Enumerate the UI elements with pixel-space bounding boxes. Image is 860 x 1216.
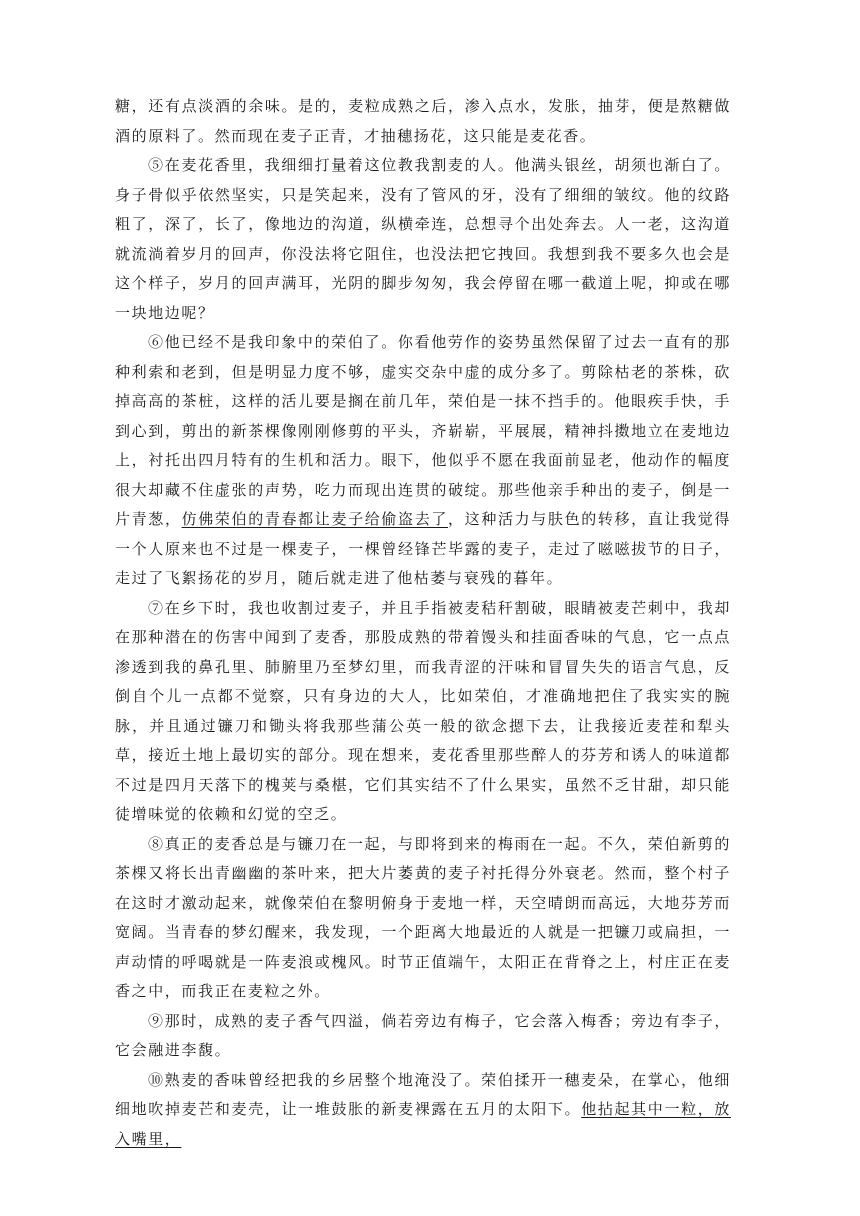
- text-segment: ⑩熟麦的香味曾经把我的乡居整个地淹没了。荣伯揉开一穗麦朵，在掌心，他细细地吹掉麦芒和麦壳，让一堆鼓胀的新麦裸露在五月的太阳下。: [115, 1070, 731, 1118]
- paragraph-9: [115, 1007, 731, 1066]
- paragraph-6: [115, 328, 731, 594]
- paragraph-8: [115, 830, 731, 1007]
- paragraph-7: [115, 594, 731, 830]
- paragraph-5: [115, 151, 731, 328]
- text-segment: ⑧真正的麦香总是与镰刀在一起，与即将到来的梅雨在一起。不久，荣伯新剪的茶棵又将长出青幽幽的茶叶来，把大片萎黄的麦子衬托得分外衰老。然而，整个村子在这时才激动起来，就像荣伯在黎明俯身于麦地一样，天空晴朗而高远，大地芬芳而宽阔。当青春的梦幻醒来，我发现，一个距离大地最近的人就是一把镰刀或扁担，一声动情的呼喝就是一阵麦浪或槐风。时节正值端午，太阳正在背脊之上，村庄正在麦香之中，而我正在麦粒之外。: [115, 834, 731, 1000]
- text-segment: ⑨那时，成熟的麦子香气四溢，倘若旁边有梅子，它会落入梅香；旁边有李子，它会融进李馥。: [115, 1011, 731, 1059]
- underlined-sentence: 仿佛荣伯的青春都让麦子给偷盗去了: [181, 510, 449, 528]
- paragraph-continuation: [115, 92, 731, 151]
- document-page: [115, 92, 731, 1154]
- text-segment: ⑤在麦花香里，我细细打量着这位教我割麦的人。他满头银丝，胡须也渐白了。身子骨似乎依然坚实，只是笑起来，没有了管风的牙，没有了细细的皱纹。他的纹路粗了，深了，长了，像地边的沟道，纵横牵连，总想寻个出处奔去。人一老，这沟道就流淌着岁月的回声，你没法将它阻住，也没法把它拽回。我想到我不要多久也会是这个样子，岁月的回声满耳，光阴的脚步匆匆，我会停留在哪一截道上呢，抑或在哪一块地边呢？: [115, 156, 731, 322]
- underlined-sentence: 他拈起其中一粒，放入嘴里，: [115, 1100, 732, 1148]
- paragraph-10: [115, 1066, 731, 1155]
- text-segment: 糖，还有点淡酒的余味。是的，麦粒成熟之后，渗入点水，发胀，抽芽，便是熬糖做酒的原料了。然而现在麦子正青，才抽穗扬花，这只能是麦花香。: [115, 97, 731, 145]
- text-segment: ，这种活力与肤色的转移，直让我觉得一个人原来也不过是一棵麦子，一棵曾经锋芒毕露的麦子，走过了嗞嗞拔节的日子，走过了飞絮扬花的岁月，随后就走进了他枯萎与衰残的暮年。: [115, 510, 732, 587]
- text-segment: ⑥他已经不是我印象中的荣伯了。你看他劳作的姿势虽然保留了过去一直有的那种利索和老到，但是明显力度不够，虚实交杂中虚的成分多了。剪除枯老的茶株，砍掉高高的茶桩，这样的活儿要是搁在前几年，荣伯是一抹不挡手的。他眼疾手快，手到心到，剪出的新茶棵像刚刚修剪的平头，齐崭崭，平展展，精神抖擞地立在麦地边上，衬托出四月特有的生机和活力。眼下，他似乎不愿在我面前显老，他动作的幅度很大却藏不住虚张的声势，吃力而现出连贯的破绽。那些他亲手种出的麦子，倒是一片青葱，: [115, 333, 731, 528]
- text-segment: ⑦在乡下时，我也收割过麦子，并且手指被麦秸秆割破，眼睛被麦芒刺中，我却在那种潜在的伤害中闻到了麦香，那股成熟的带着馒头和挂面香味的气息，它一点点渗透到我的鼻孔里、肺腑里乃至梦幻里，而我青涩的汗味和冒冒失失的语言气息，反倒自个儿一点都不觉察，只有身边的大人，比如荣伯，才准确地把住了我实实的腕脉，并且通过镰刀和锄头将我那些蒲公英一般的欲念摁下去，让我接近麦茬和犁头草，接近土地上最切实的部分。现在想来，麦花香里那些醉人的芬芳和诱人的味道都不过是四月天落下的槐荚与桑椹，它们其实结不了什么果实，虽然不乏甘甜，却只能徒增味觉的依赖和幻觉的空乏。: [115, 598, 731, 823]
